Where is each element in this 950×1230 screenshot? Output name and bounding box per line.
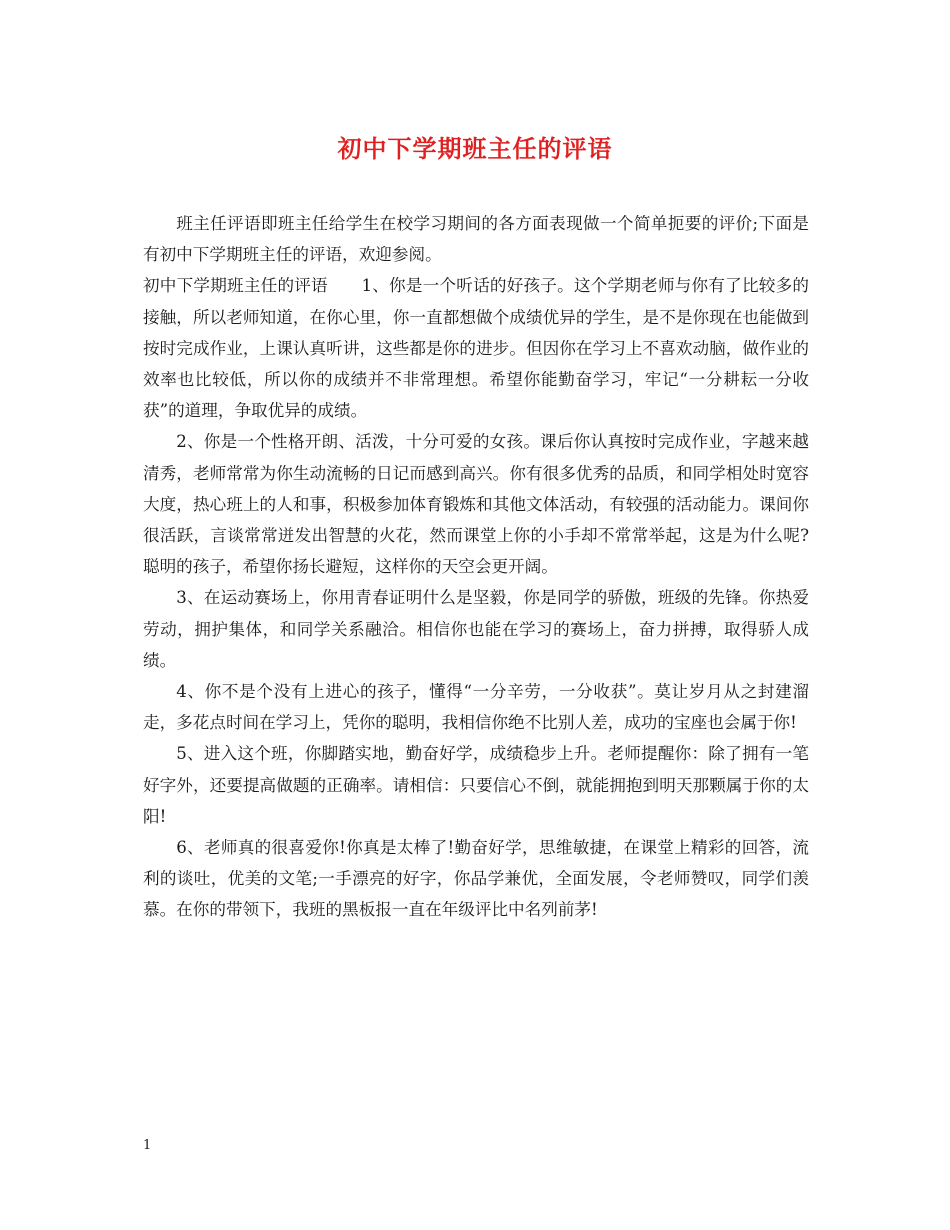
document-title: 初中下学期班主任的评语 — [337, 134, 613, 163]
intro-paragraph: 班主任评语即班主任给学生在校学习期间的各方面表现做一个简单扼要的评价;下面是有初中下学期班主任的评语，欢迎参阅。 — [143, 214, 809, 265]
paragraph-2: 2、你是一个性格开朗、活泼，十分可爱的女孩。课后你认真按时完成作业，字越来越清秀，老师常常为你生动流畅的日记而感到高兴。你有很多优秀的品质，和同学相处时宽容大度，热心班上的人和事，积极参加体育锻炼和其他文体活动，有较强的活动能力。课间你很活跃，言谈常常迸发出智慧的火花，然而课堂上你的小手却不常常举起，这是为什么呢?聪明的孩子，希望你扬长避短，这样你的天空会更开阔。 — [143, 432, 809, 577]
paragraph-3: 3、在运动赛场上，你用青春证明什么是坚毅，你是同学的骄傲，班级的先锋。你热爱劳动，拥护集体，和同学关系融洽。相信你也能在学习的赛场上，奋力拼搏，取得骄人成绩。 — [143, 588, 809, 670]
paragraph-1: 初中下学期班主任的评语 1、你是一个听话的好孩子。这个学期老师与你有了比较多的接触，所以老师知道，在你心里，你一直都想做个成绩优异的学生，是不是你现在也能做到按时完成作业，上课认真听讲，这些都是你的进步。但因你在学习上不喜欢动脑，做作业的效率也比较低，所以你的成绩并不非常理想。希望你能勤奋学习，牢记“一分耕耘一分收获”的道理，争取优异的成绩。 — [143, 276, 809, 421]
document-body — [143, 208, 809, 926]
page-number: 1 — [143, 1138, 152, 1153]
paragraph-4: 4、你不是个没有上进心的孩子，懂得“一分辛劳，一分收获”。莫让岁月从之封建溜走，多花点时间在学习上，凭你的聪明，我相信你绝不比别人差，成功的宝座也会属于你! — [143, 682, 809, 733]
paragraph-6: 6、老师真的很喜爱你!你真是太棒了!勤奋好学，思维敏捷，在课堂上精彩的回答，流利的谈吐，优美的文笔;一手漂亮的好字，你品学兼优，全面发展，令老师赞叹，同学们羡慕。在你的带领下，我班的黑板报一直在年级评比中名列前茅! — [143, 838, 809, 920]
paragraph-5: 5、进入这个班，你脚踏实地，勤奋好学，成绩稳步上升。老师提醒你：除了拥有一笔好字外，还要提高做题的正确率。请相信：只要信心不倒，就能拥抱到明天那颗属于你的太阳! — [143, 744, 809, 826]
